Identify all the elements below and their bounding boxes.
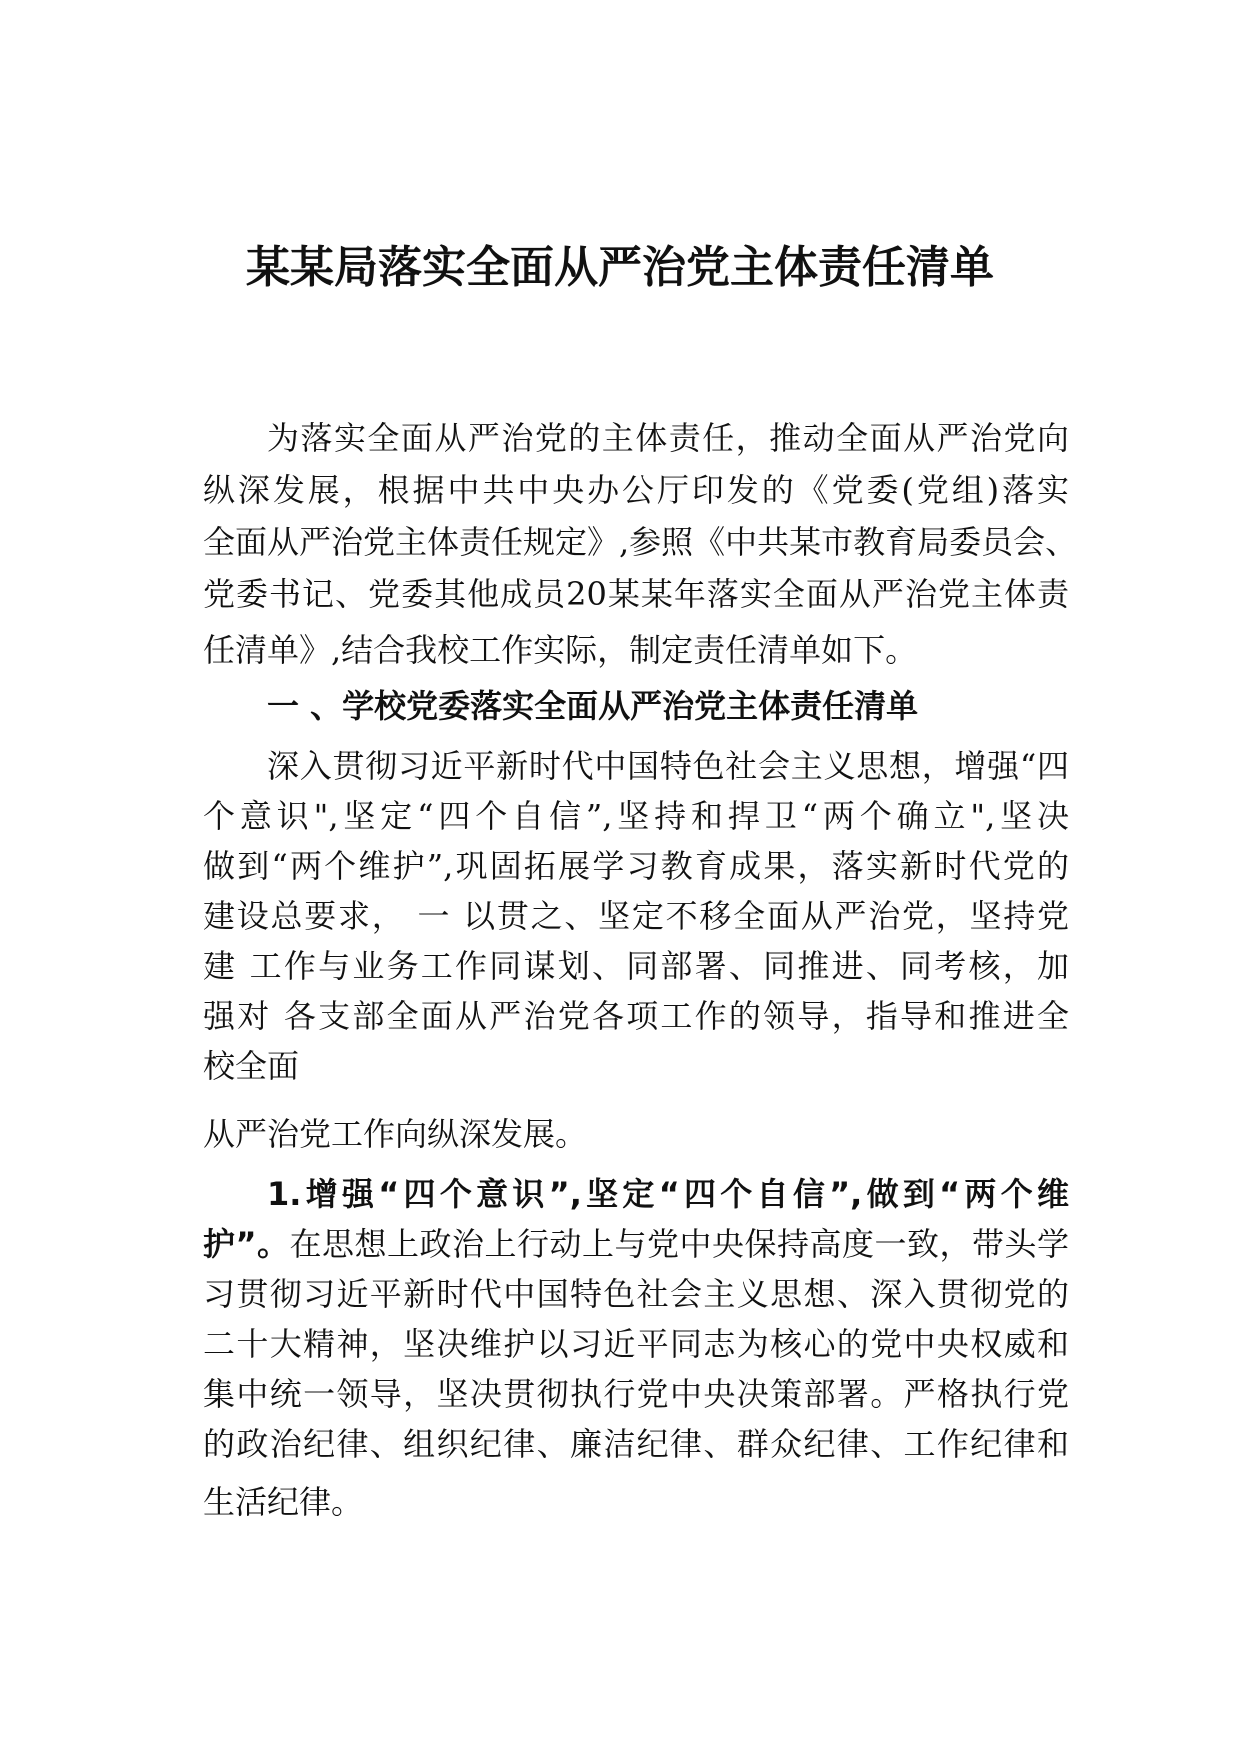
item1-heading-tail: 护”。 (203, 1225, 290, 1263)
document-title: 某某局落实全面从严治党主体责任清单 (246, 242, 994, 293)
item1-heading: 1.增强“四个意识”,坚定“四个自信”,做到“两个维 (267, 1175, 1069, 1213)
item1-line-3: 习贯彻习近平新时代中国特色社会主义思想、深入贯彻党的 (203, 1275, 1069, 1313)
section1-line-7: 校全面 (203, 1047, 300, 1085)
intro-line-3: 全面从严治党主体责任规定》,参照《中共某市教育局委员会、 (203, 523, 1078, 561)
section-heading-1: 一 、学校党委落实全面从严治党主体责任清单 (267, 687, 919, 725)
section1-line-4: 建设总要求， 一 以贯之、坚定不移全面从严治党，坚持党 (203, 897, 1069, 935)
intro-line-1: 为落实全面从严治党的主体责任，推动全面从严治党向 (267, 419, 1069, 457)
intro-line-5: 任清单》,结合我校工作实际，制定责任清单如下。 (203, 631, 918, 669)
intro-line-4: 党委书记、党委其他成员20某某年落实全面从严治党主体责 (203, 575, 1069, 613)
section1-line-3: 做到“两个维护”,巩固拓展学习教育成果，落实新时代党的 (203, 847, 1069, 885)
section1-line-8: 从严治党工作向纵深发展。 (203, 1115, 588, 1153)
item1-line-7: 生活纪律。 (203, 1483, 364, 1521)
section1-line-5: 建 工作与业务工作同谋划、同部署、同推进、同考核，加 (203, 947, 1069, 985)
section1-line-1: 深入贯彻习近平新时代中国特色社会主义思想，增强“四 (267, 747, 1069, 785)
item1-line-2-text: 在思想上政治上行动上与党中央保持高度一致，带头学 (289, 1225, 1069, 1263)
item1-line-4: 二十大精神，坚决维护以习近平同志为核心的党中央权威和 (203, 1325, 1069, 1363)
section1-line-2: 个意识",坚定“四个自信”,坚持和捍卫“两个确立",坚决 (203, 797, 1069, 835)
intro-line-2: 纵深发展，根据中共中央办公厅印发的《党委(党组)落实 (203, 471, 1069, 509)
item1-line-5: 集中统一领导，坚决贯彻执行党中央决策部署。严格执行党 (203, 1375, 1069, 1413)
section1-line-6: 强对 各支部全面从严治党各项工作的领导，指导和推进全 (203, 997, 1069, 1035)
item1-line-6: 的政治纪律、组织纪律、廉洁纪律、群众纪律、工作纪律和 (203, 1425, 1069, 1463)
item1-line-2 (203, 1222, 1069, 1266)
